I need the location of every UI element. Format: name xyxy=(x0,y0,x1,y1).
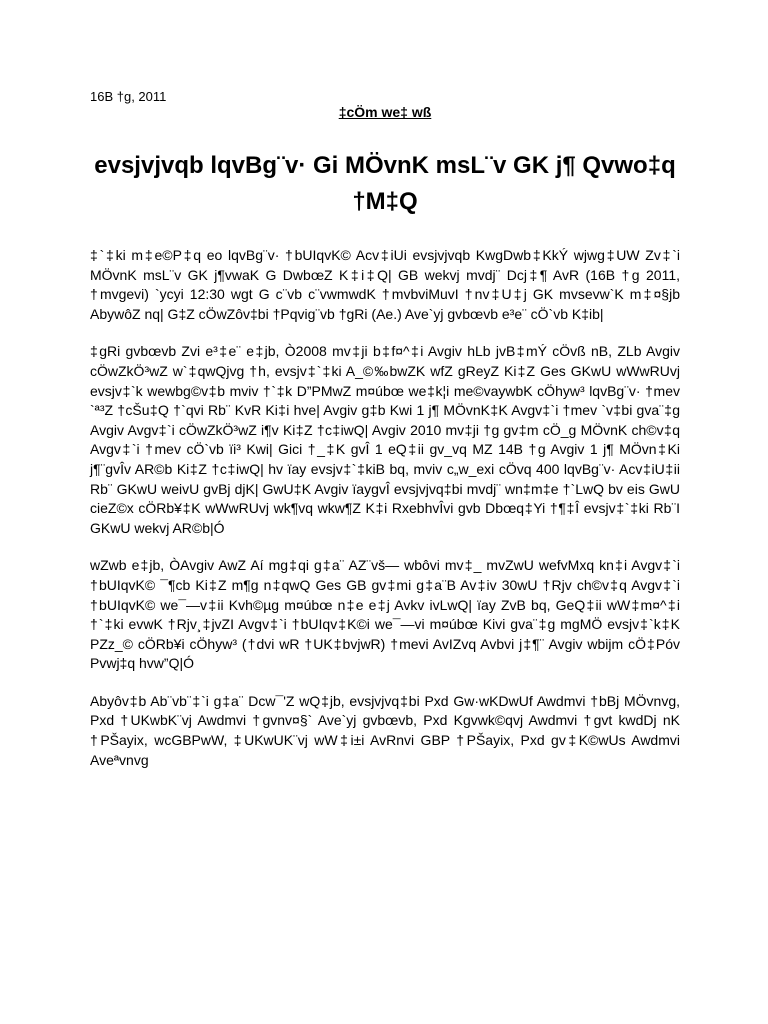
body-paragraph-3: wZwb e‡jb, ÒAvgiv AwZ Aí mg‡qi g‡a¨ AZ¨vš— wbôvi mv‡_ mvZwU wefvMxq kn‡i Avgv‡`i †bUIqvK© ¯¶cb Ki‡Z m¶g n‡qwQ Ges GB gv‡mi g‡a¨B Av‡iv 30wU †Rjv ch©v‡q Avgv‡`i †bUIqvK© we¯—v‡ii Kvh©µg m¤úbœ n‡e e‡j Avkv ivLwQ| ïay ZvB bq, GeQ‡ii wW‡m¤^‡i †`‡ki evwK †Rjv¸‡jvZI Avgv‡`i †bUIqv‡K©i we¯—vi m¤úbœ Kivi gva¨‡g mgMÖ evsjv‡`k‡K PZz_© cÖRb¥i cÖhyw³ (†dvi wR †UK‡bvjwR) †mevi AvIZvq Avbvi j‡¶¨ Avgiv wbijm cÖ‡Póv Pvwj‡q hvw”Q|Ó xyxy=(90,557,680,672)
headline: evsjvjvqb lqvBg¨v· Gi MÖvnK msL¨v GK j¶ Qvwo‡q †M‡Q xyxy=(94,152,676,215)
body-paragraph-2: ‡gRi gvbœvb Zvi e³‡e¨ e‡jb, Ò2008 mv‡ji b‡f¤^‡i Avgiv hLb jvB‡mÝ cÖvß nB, ZLb Avgiv cÖwZkÖ³wZ w`‡qwQjvg †h, evsjv‡`‡ki A_©‰bwZK wfZ gReyZ Ki‡Z Ges GKwU wWwRUvj evsjv‡`k wewbg©v‡b mviv †`‡k D”PMwZ m¤úbœ we‡k¦i me©vaywbK cÖhyw³ lqvBg¨v· †mev `ª³Z †cŠu‡Q †`qvi Rb¨ KvR Ki‡i hve| Avgiv g‡b Kwi 1 j¶ MÖvnK‡K Avgv‡`i †mev `v‡bi gva¨‡g Avgiv Avgv‡`i cÖwZkÖ³wZ i¶v Ki‡Z †c‡iwQ| Avgiv 2010 mv‡ji †g gv‡m cÖ_g MÖvnK ch©v‡q Avgv‡`i †mev cÖ`vb ïi³ Kwi| Gici †_‡K gvÎ 1 eQ‡ii gv_vq MZ 14B †g Avgiv 1 j¶ MÖvn‡Ki j¶¨gvÎv AR©b Ki‡Z †c‡iwQ| hv ïay evsjv‡`‡kiB bq, mviv c„w_exi cÖvq 400 lqvBg¨v· Acv‡iU‡ii Rb¨ GKwU weivU gvBj djK| GwU‡K Avgiv ïaygvÎ evsjvjvq‡bi mvdj¨ wn‡m‡e †`LwQ bv eis GwU cieZ©x cÖRb¥‡K wWwRUvj wk¶vq wkw¶Z K‡i RxebhvÎvi gvb Dbœq‡Yi †¶‡Î evsjv‡`‡ki Rb¨I GKwU wekvj AR©b|Ó xyxy=(90,343,680,536)
press-release-label: ‡cÖm we‡ wß xyxy=(338,104,432,120)
body-paragraph-1: ‡`‡ki m‡e©P‡q eo lqvBg¨v· †bUIqvK© Acv‡iUi evsjvjvqb KwgDwb‡KkÝ wjwg‡UW Zv‡`i MÖvnK msL¨v GK j¶vwaK G DwbœZ K‡i‡Q| GB wekvj mvdj¨ Dcj‡¶ AvR (16B †g 2011, †mvgevi) `ycyi 12:30 wgt G c¨vb c¨vwmwdK †mvbviMuvI †nv‡U‡j GK mvsevw`K m‡¤§jb AbywôZ nq| G‡Z cÖwZôv‡bi †Pqvig¨vb †gRi (Ae.) Ave`yj gvbœvb e³e¨ cÖ`vb K‡ib| xyxy=(90,247,680,322)
press-date: 16B †g, 2011 xyxy=(90,89,167,104)
body-paragraph-4: Abyôv‡b Ab¨vb¨‡`i g‡a¨ Dcw¯'Z wQ‡jb, evsjvjvq‡bi Pxd Gw·wKDwUf Awdmvi †bBj MÖvnvg, Pxd †UKwbK¨vj Awdmvi †gvnv¤§` Ave`yj gvbœvb, Pxd Kgvwk©qvj Awdmvi †gvt kwdDj nK †PŠayix, wcGBPwW, ‡UKwUK¨vj wW‡i±i AvRnvi GBP †PŠayix, Pxd gv‡K©wUs Awdmvi Aveªvnvg xyxy=(90,692,680,768)
document-page xyxy=(90,88,680,788)
